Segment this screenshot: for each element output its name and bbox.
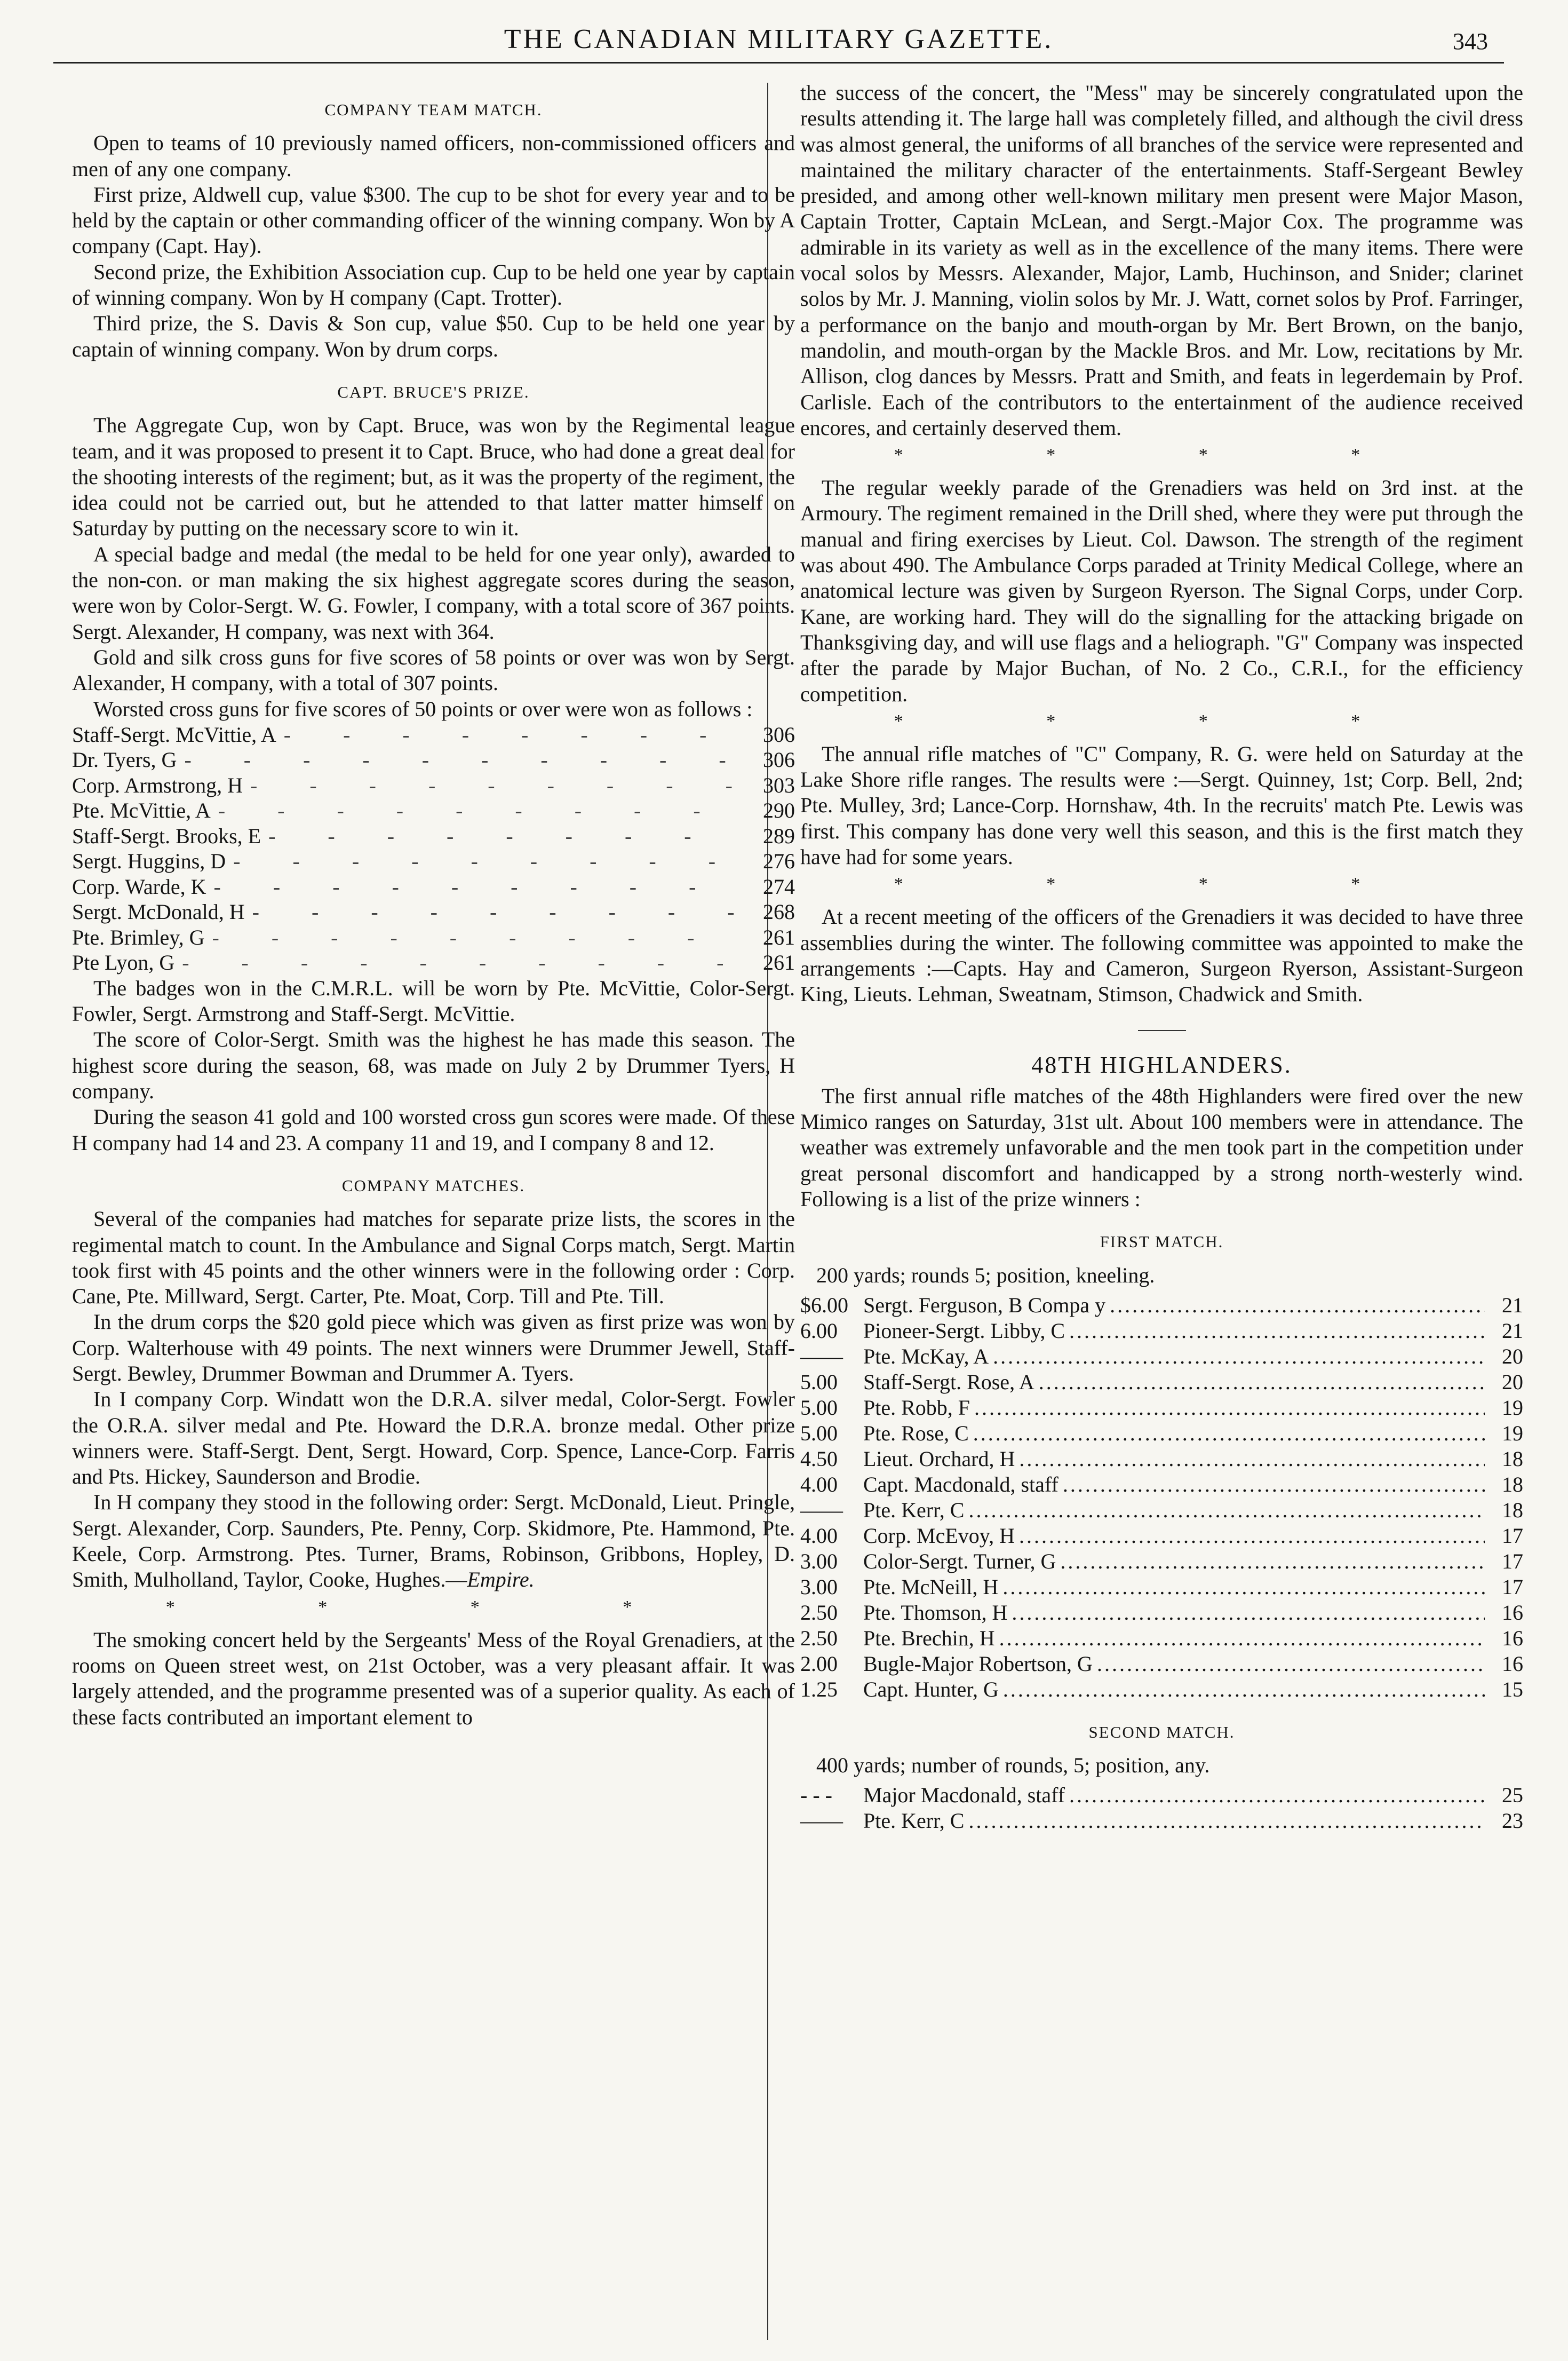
paragraph: During the season 41 gold and 100 worsted cross gun scores were made. Of these H company had 14 and 23. A company 11 and 19, and I company 8 and 12.	[72, 1105, 795, 1155]
prize-name: Pte. McNeill, H	[863, 1574, 999, 1599]
score-name: Pte. McVittie, A	[72, 798, 211, 823]
prize-amount: 3.00	[800, 1549, 838, 1573]
score-points: 306	[763, 748, 795, 772]
prize-row	[800, 1369, 1523, 1395]
heading-capt-bruce-prize: CAPT. BRUCE'S PRIZE.	[337, 382, 530, 401]
prize-points: 19	[1502, 1395, 1523, 1420]
paragraph: the success of the concert, the "Mess" may be sincerely congratulated upon the results attending it. The large hall was completely filled, and although the civil dress was almost general, the uniforms of all branches of the service were represented and maintained the military character of the entertainments. Staff-Sergeant Bewley presided, and among other well-known military men present were Major Mason, Captain Trotter, Captain McLean, and Sergt.-Major Cox. The programme was admirable in its variety as well as in the excellence of the many items. There were vocal solos by Messrs. Alexander, Major, Lamb, Huchinson, and Snider; clarinet solos by Mr. J. Manning, violin solos by Mr. J. Watt, cornet solos by Prof. Farringer, a performance on the banjo and mouth-organ by Mr. Bert Brown, on the banjo, mandolin, and mouth-organ by the Mackle Bros. and Mr. Low, recitations by Mr. Allison, clog dances by Messrs. Pratt and Smith, and feats in legerdemain by Prof. Carlisle. Each of the contributors to the entertainment of the audience received encores, and certainly deserved them.	[800, 81, 1523, 440]
heading-company-team-match: COMPANY TEAM MATCH.	[324, 100, 543, 119]
prize-name: Color-Sergt. Turner, G	[863, 1549, 1056, 1573]
section-stars: * * * *	[894, 874, 1430, 894]
heading-second-match: SECOND MATCH.	[1088, 1722, 1235, 1741]
source-credit: Empire.	[467, 1567, 535, 1592]
score-points: 306	[763, 722, 795, 747]
score-points: 289	[763, 823, 795, 848]
prize-amount: 4.00	[800, 1472, 838, 1496]
prize-name: Pte. Rose, C	[863, 1421, 969, 1445]
paragraph: The badges won in the C.M.R.L. will be worn by Pte. McVittie, Color-Sergt. Fowler, Sergt. Armstrong and Staff-Sergt. McVittie.	[72, 976, 795, 1026]
match-conditions: 200 yards; rounds 5; position, kneeling.	[816, 1263, 1155, 1287]
score-row	[72, 722, 795, 748]
prize-name: Pte. Kerr, C	[863, 1498, 965, 1522]
prize-name: Bugle-Major Robertson, G	[863, 1651, 1093, 1676]
prize-name: Pioneer-Sergt. Libby, C	[863, 1318, 1065, 1343]
heading-first-match: FIRST MATCH.	[1100, 1232, 1224, 1251]
prize-name: Lieut. Orchard, H	[863, 1446, 1015, 1471]
section-stars: * * * *	[165, 1597, 702, 1617]
paragraph: Second prize, the Exhibition Association cup. Cup to be held one year by captain of winning company. Won by H company (Capt. Trotter).	[72, 259, 795, 310]
prize-name: Pte. Thomson, H	[863, 1600, 1008, 1625]
paragraph: In I company Corp. Windatt won the D.R.A. silver medal, Color-Sergt. Fowler the O.R.A. silver medal and Pte. Howard the D.R.A. bronze medal. Other prize winners were. Staff-Sergt. Dent, Sergt. Howard, Corp. Spence, Lance-Corp. Farris and Pts. Hickey, Saunderson and Brodie.	[72, 1387, 795, 1489]
score-name: Staff-Sergt. Brooks, E	[72, 823, 261, 848]
prize-points: 16	[1502, 1651, 1523, 1676]
prize-name: Pte. Kerr, C	[863, 1809, 965, 1833]
prize-points: 17	[1502, 1574, 1523, 1599]
second-match-list	[800, 1782, 1523, 1834]
prize-points: 18	[1502, 1446, 1523, 1471]
score-points: 303	[763, 773, 795, 797]
heading-48th-highlanders: 48TH HIGHLANDERS.	[1031, 1051, 1292, 1078]
prize-row	[800, 1421, 1523, 1446]
prize-name: Pte. Robb, F	[863, 1395, 970, 1420]
score-points: 268	[763, 900, 795, 924]
prize-row	[800, 1344, 1523, 1369]
paragraph: The Aggregate Cup, won by Capt. Bruce, was won by the Regimental league team, and it was proposed to present it to Capt. Bruce, who had done a great deal for the shooting interests of the regiment; but, as it was the property of the regiment, the idea could not be carried out, but he attended to that latter matter himself on Saturday by putting on the necessary score to win it.	[72, 413, 795, 541]
prize-amount: 5.00	[800, 1369, 838, 1394]
prize-row	[800, 1293, 1523, 1318]
score-row	[72, 773, 795, 798]
section-stars: * * * *	[894, 711, 1430, 731]
paragraph: Gold and silk cross guns for five scores of 58 points or over was won by Sergt. Alexander, H company, with a total of 307 points.	[72, 645, 795, 695]
score-points: 261	[763, 950, 795, 975]
paragraph: The score of Color-Sergt. Smith was the highest he has made this season. The highest score during the season, 68, was made on July 2 by Drummer Tyers, H company.	[72, 1027, 795, 1104]
paragraph	[72, 1490, 795, 1593]
prize-row	[800, 1574, 1523, 1600]
prize-row	[800, 1395, 1523, 1421]
score-row	[72, 798, 795, 823]
score-points: 261	[763, 925, 795, 949]
prize-amount: 4.00	[800, 1523, 838, 1548]
score-row	[72, 899, 795, 925]
prize-row	[800, 1446, 1523, 1472]
prize-points: 18	[1502, 1472, 1523, 1496]
prize-name: Staff-Sergt. Rose, A	[863, 1369, 1034, 1394]
prize-row	[800, 1600, 1523, 1626]
score-name: Corp. Warde, K	[72, 874, 206, 899]
paragraph: First prize, Aldwell cup, value $300. The cup to be shot for every year and to be held by the captain or other commanding officer of the winning company. Won by A company (Capt. Hay).	[72, 182, 795, 258]
score-name: Sergt. Huggins, D	[72, 849, 226, 874]
score-name: Pte. Brimley, G	[72, 925, 205, 949]
paragraph-text: In H company they stood in the following order: Sergt. McDonald, Lieut. Pringle, Sergt. Alexander, Corp. Saunders, Pte. Penny, Corp. Skidmore, Pte. Hammond, Pte. Keele, Corp. Armstrong. Ptes. Turner, Brams, Robinson, Gribbons, Hopley, D. Smith, Mulholland, Taylor, Cooke, Hughes.—	[72, 1490, 795, 1592]
prize-points: 16	[1502, 1626, 1523, 1650]
prize-points: 20	[1502, 1369, 1523, 1394]
section-rule	[1138, 1030, 1186, 1031]
paragraph: Several of the companies had matches for separate prize lists, the scores in the regimental match to count. In the Ambulance and Signal Corps match, Sergt. Martin took first with 45 points and the other winners were in the following order : Corp. Cane, Pte. Millward, Sergt. Carter, Pte. Moat, Corp. Till and Pte. Till.	[72, 1207, 795, 1309]
paragraph: Open to teams of 10 previously named officers, non-commissioned officers and men of any one company.	[72, 131, 795, 181]
paragraph: Worsted cross guns for five scores of 50 points or over were won as follows :	[93, 696, 753, 721]
score-name: Staff-Sergt. McVittie, A	[72, 722, 276, 747]
prize-points: 15	[1502, 1677, 1523, 1701]
prize-row	[800, 1626, 1523, 1651]
prize-name: Sergt. Ferguson, B Compa y	[863, 1293, 1106, 1317]
left-column	[72, 80, 795, 1730]
paragraph: In the drum corps the $20 gold piece which was given as first prize was won by Corp. Walterhouse with 49 points. The next winners were Drummer Jewell, Staff-Sergt. Bewley, Drummer Bowman and Drummer A. Tyers.	[72, 1310, 795, 1385]
prize-row	[800, 1677, 1523, 1702]
prize-row	[800, 1782, 1523, 1808]
match-conditions: 400 yards; number of rounds, 5; position, any.	[816, 1753, 1210, 1778]
paragraph: A special badge and medal (the medal to be held for one year only), awarded to the non-con. or man making the six highest aggregate scores during the season, were won by Color-Sergt. W. G. Fowler, I company, with a total score of 367 points. Sergt. Alexander, H company, was next with 364.	[72, 542, 795, 644]
prize-amount: 2.50	[800, 1626, 838, 1650]
prize-points: 17	[1502, 1523, 1523, 1548]
prize-name: Corp. McEvoy, H	[863, 1523, 1015, 1548]
prize-row	[800, 1498, 1523, 1523]
prize-amount: 1.25	[800, 1677, 838, 1701]
header-rule	[53, 62, 1504, 64]
page-number: 343	[1453, 28, 1488, 54]
score-name: Dr. Tyers, G	[72, 748, 177, 772]
prize-row	[800, 1651, 1523, 1677]
prize-points: 19	[1502, 1421, 1523, 1445]
prize-points: 20	[1502, 1344, 1523, 1368]
score-row	[72, 925, 795, 950]
paragraph: At a recent meeting of the officers of the Grenadiers it was decided to have three assemblies during the winter. The following committee was appointed to make the arrangements :—Capts. Hay and Cameron, Surgeon Ryerson, Assistant-Surgeon King, Lieuts. Lehman, Sweatnam, Stimson, Chadwick and Smith.	[800, 905, 1523, 1007]
score-row	[72, 849, 795, 874]
prize-points: 21	[1502, 1318, 1523, 1343]
score-points: 274	[763, 874, 795, 899]
prize-amount: 6.00	[800, 1318, 838, 1343]
prize-name: Capt. Hunter, G	[863, 1677, 999, 1701]
score-name: Pte Lyon, G	[72, 950, 175, 975]
prize-row	[800, 1808, 1523, 1834]
prize-points: 23	[1502, 1809, 1523, 1833]
prize-amount: 5.00	[800, 1395, 838, 1420]
prize-amount: ——	[800, 1344, 843, 1368]
prize-name: Pte. McKay, A	[863, 1344, 989, 1368]
paragraph: The smoking concert held by the Sergeants' Mess of the Royal Grenadiers, at the rooms on Queen street west, on 21st October, was a very pleasant affair. It was largely attended, and the programme presented was of a superior quality. As each of these facts contributed an important element to	[72, 1627, 795, 1729]
section-stars: * * * *	[894, 445, 1430, 465]
score-name: Corp. Armstrong, H	[72, 773, 243, 797]
prize-row	[800, 1523, 1523, 1549]
prize-points: 17	[1502, 1549, 1523, 1573]
prize-amount: ——	[800, 1498, 843, 1522]
prize-amount: 3.00	[800, 1574, 838, 1599]
prize-row	[800, 1549, 1523, 1574]
prize-points: 21	[1502, 1293, 1523, 1317]
prize-points: 25	[1502, 1783, 1523, 1808]
prize-amount: 4.50	[800, 1446, 838, 1471]
first-match-list	[800, 1293, 1523, 1702]
paragraph: The annual rifle matches of "C" Company, R. G. were held on Saturday at the Lake Shore rifle ranges. The results were :—Sergt. Quinney, 1st; Corp. Bell, 2nd; Pte. Mulley, 3rd; Lance-Corp. Hornshaw, 4th. In the recruits' match Pte. Lewis was first. This company has done very well this season, and this is the first match they have had for some years.	[800, 741, 1523, 869]
heading-company-matches: COMPANY MATCHES.	[341, 1176, 526, 1195]
paragraph: The regular weekly parade of the Grenadiers was held on 3rd inst. at the Armoury. The regiment remained in the Drill shed, where they were put through the manual and firing exercises by Lieut. Col. Dawson. The strength of the regiment was about 490. The Ambulance Corps paraded at Trinity Medical College, where an anatomical lecture was given by Surgeon Ryerson. The Signal Corps, under Corp. Kane, are working hard. They will do the signalling for the attacking brigade on Thanksgiving day, and will use flags and a heliograph. "G" Company was inspected after the parade by Major Buchan, of No. 2 Co., C.R.I., for the efficiency competition.	[800, 476, 1523, 706]
prize-amount: 5.00	[800, 1421, 838, 1445]
prize-points: 16	[1502, 1600, 1523, 1625]
score-row	[72, 950, 795, 976]
score-points: 276	[763, 849, 795, 874]
prize-amount: $6.00	[800, 1293, 848, 1317]
worsted-scores-list	[72, 722, 795, 976]
prize-row	[800, 1472, 1523, 1498]
score-row	[72, 874, 795, 900]
prize-name: Pte. Brechin, H	[863, 1626, 995, 1650]
score-name: Sergt. McDonald, H	[72, 900, 245, 924]
score-row	[72, 747, 795, 773]
prize-amount: - - -	[800, 1783, 832, 1808]
score-points: 290	[763, 798, 795, 823]
prize-amount: 2.00	[800, 1651, 838, 1676]
paragraph: The first annual rifle matches of the 48th Highlanders were fired over the new Mimico ranges on Saturday, 31st ult. About 100 members were in attendance. The weather was extremely unfavorable and the men took part in the competition under great personal discomfort and handicapped by a strong north-westerly wind. Following is a list of the prize winners :	[800, 1083, 1523, 1211]
prize-amount: ——	[800, 1809, 843, 1833]
right-column	[800, 80, 1523, 1834]
prize-name: Capt. Macdonald, staff	[863, 1472, 1058, 1496]
prize-amount: 2.50	[800, 1600, 838, 1625]
prize-name: Major Macdonald, staff	[863, 1783, 1065, 1808]
newspaper-title: THE CANADIAN MILITARY GAZETTE.	[504, 24, 1054, 54]
score-row	[72, 823, 795, 849]
prize-row	[800, 1318, 1523, 1344]
paragraph: Third prize, the S. Davis & Son cup, value $50. Cup to be held one year by captain of winning company. Won by drum corps.	[72, 311, 795, 361]
prize-points: 18	[1502, 1498, 1523, 1522]
page-header	[53, 0, 1504, 63]
